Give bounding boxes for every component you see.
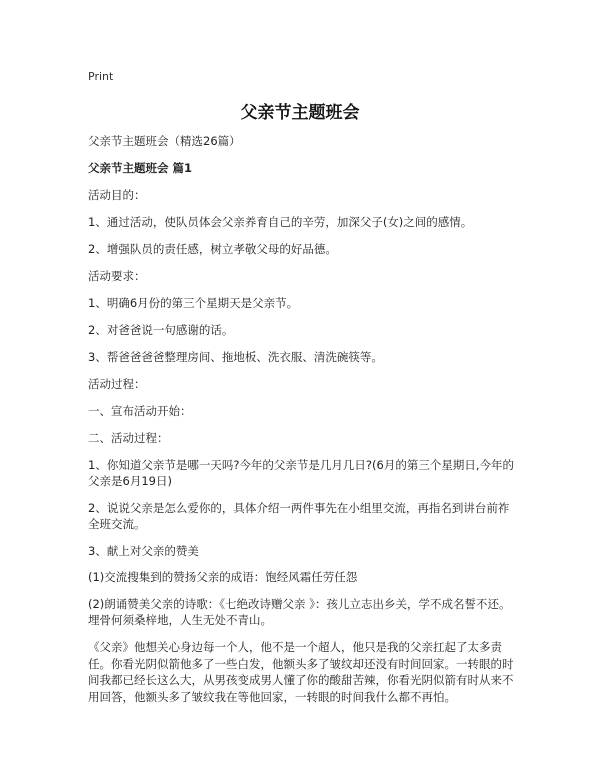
page-title: 父亲节主题班会 <box>240 103 360 123</box>
paragraph-activity-requirements: 活动要求： <box>88 269 146 283</box>
paragraph-activity-process: 活动过程： <box>88 377 146 391</box>
paragraph-purpose-1: 1、通过活动，使队员体会父亲养育自己的辛劳，加深父子(女)之间的感情。 <box>88 215 473 229</box>
paragraph-activity-purpose: 活动目的： <box>88 188 146 202</box>
paragraph-purpose-2: 2、增强队员的责任感，树立孝敬父母的好品德。 <box>88 242 337 256</box>
document-body <box>88 133 516 705</box>
paragraph-praise-father: 3、献上对父亲的赞美 <box>88 544 199 558</box>
paragraph-requirement-1: 1、明确6月份的第三个星期天是父亲节。 <box>88 296 299 310</box>
print-label: Print <box>88 70 114 83</box>
paragraph-talk-about-father: 2、说说父亲是怎么爱你的，具体介绍一两件事先在小组里交流，再指名到讲台前祚全班交流。 <box>88 501 510 531</box>
section-heading: 父亲节主题班会 篇1 <box>88 161 193 175</box>
paragraph-song-lyrics: 《父亲》他想关心身边每一个人，他不是一个超人，他只是我的父亲扛起了太多责任。你看光阴似箭他多了一些白发，他额头多了皱纹却还没有时间回家。一转眼的时间我都已经长这么大，从男孩变成男人懂了你的酸甜苦辣，你看光阴似箭有时从来不用回答，他额头多了皱纹我在等他回家，一转眼的时间我什么都不再怕。 <box>88 640 514 704</box>
document-subtitle: 父亲节主题班会（精选26篇） <box>88 134 241 148</box>
paragraph-idioms: (1)交流搜集到的赞扬父亲的成语：饱经风霜任劳任怨 <box>88 570 358 584</box>
paragraph-process-step-2: 二、活动过程： <box>88 431 169 445</box>
paragraph-requirement-3: 3、帮爸爸爸爸整理房间、拖地板、洗衣服、清洗碗筷等。 <box>88 350 383 364</box>
paragraph-requirement-2: 2、对爸爸说一句感谢的话。 <box>88 323 234 337</box>
paragraph-process-step-1: 一、宣布活动开始： <box>88 404 192 418</box>
paragraph-poem: (2)朗诵赞美父亲的诗歌：《七绝改诗赠父亲 》：孩儿立志出乡关，学不成名誓不还。埋骨何须桑梓地，人生无处不青山。 <box>88 597 511 627</box>
paragraph-question-fathers-day: 1、你知道父亲节是哪一天吗?今年的父亲节是几月几日?(6月的第三个星期日,今年的父亲是6月19日) <box>88 458 514 488</box>
